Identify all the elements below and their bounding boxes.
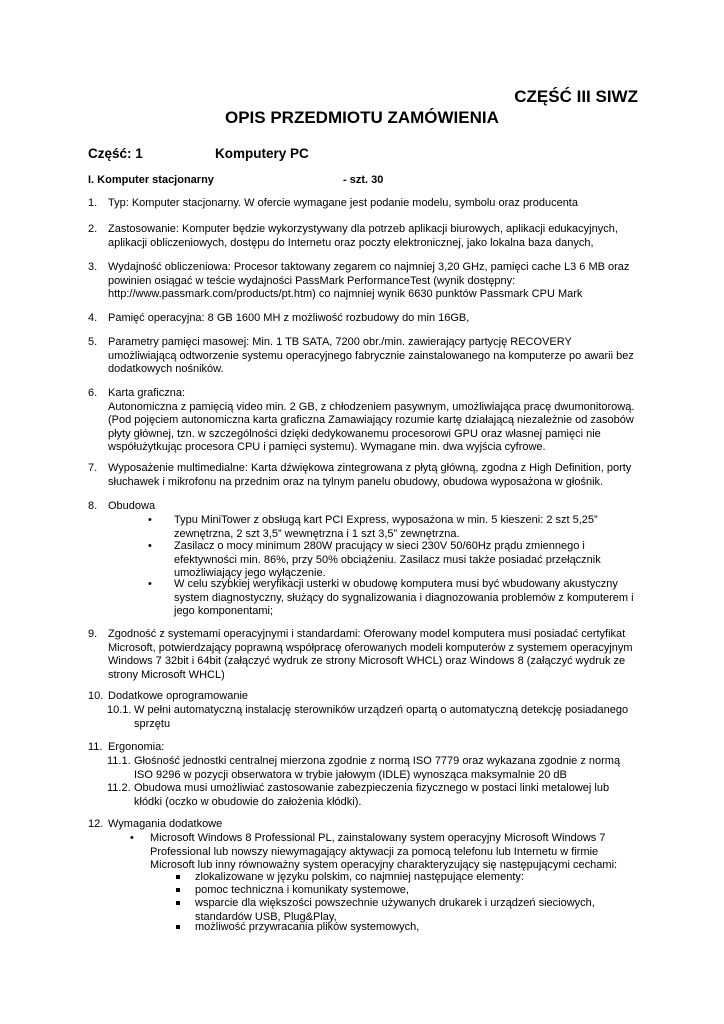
- subitem-number: 11.2.: [107, 782, 131, 794]
- bullet-text: Microsoft lub inny równoważny system operacyjny charakteryzujący się następującymi cechami:: [150, 859, 618, 871]
- bullet-item: [148, 578, 634, 619]
- list-item: [88, 500, 636, 514]
- item-text: dodatkowych nośników.: [108, 363, 224, 375]
- feature-item: [176, 897, 595, 924]
- list-item: [88, 741, 636, 755]
- feature-text: standardów USB, Plug&Play,: [195, 910, 337, 923]
- list-item: [88, 336, 636, 377]
- feature-item: [176, 921, 419, 935]
- feature-text: wsparcie dla większości powszechnie używanych drukarek i urządzeń sieciowych,: [195, 897, 595, 909]
- list-item: [88, 462, 636, 489]
- subitem: [107, 755, 620, 782]
- item-text: Parametry pamięci masowej: Min. 1 TB SATA, 7200 obr./min. zawierający partycję RECOVERY: [108, 336, 572, 348]
- item-text: Autonomiczna z pamięcią video min. 2 GB, z chłodzeniem pasywnym, umożliwiająca pracę dwumonitorową.: [108, 400, 635, 413]
- item-number: 8.: [88, 500, 98, 512]
- item-text: Wyposażenie multimedialne: Karta dźwiękowa zintegrowana z płytą główną, zgodna z High Definition, porty: [108, 462, 632, 474]
- item-text: Karta graficzna:: [108, 387, 186, 399]
- feature-text: zlokalizowane w języku polskim, co najmniej następujące elementy:: [195, 871, 524, 883]
- item-number: 2.: [88, 223, 98, 235]
- item-text: Wymagania dodatkowe: [108, 818, 223, 830]
- item-number: 5.: [88, 336, 98, 348]
- subitem-text: kłódki (oczko w obudowie do założenia kłódki).: [134, 795, 362, 808]
- square-bullet-icon: [176, 875, 180, 879]
- feature-item: [176, 871, 524, 885]
- item-text: Typ: Komputer stacjonarny. W ofercie wymagane jest podanie modelu, symbolu oraz producenta: [108, 197, 578, 209]
- item-text: Dodatkowe oprogramowanie: [108, 690, 249, 702]
- subitem-number: 10.1.: [107, 704, 132, 716]
- item-number: 7.: [88, 462, 98, 474]
- item-number: 9.: [88, 628, 98, 640]
- bullet-text: efektywności min. 86%, przy 50% obciążeniu. Zasilacz musi także posiadać przełącznik: [174, 553, 601, 566]
- square-bullet-icon: [176, 901, 180, 905]
- bullet-item: [130, 832, 617, 873]
- bullet-icon: •: [130, 832, 134, 844]
- item-text: strony Microsoft WHCL): [108, 668, 225, 681]
- list-item: [88, 818, 636, 832]
- part-name: Komputery PC: [215, 146, 309, 161]
- item-number: 1.: [88, 197, 98, 209]
- item-text: Ergonomia:: [108, 741, 165, 753]
- bullet-icon: •: [148, 578, 152, 590]
- item-text: (Pod pojęciem autonomiczna karta graficzna Zamawiający rozumie kartę działającą niezależnie od zasobów: [108, 414, 634, 426]
- bullet-text: Professional lub nowszy niewymagający aktywacji za pomocą telefonu lub Internetu w firmie: [150, 845, 599, 858]
- section-quantity: - szt. 30: [343, 174, 384, 186]
- list-item: [88, 261, 636, 302]
- bullet-text: jego komponentami;: [174, 605, 274, 617]
- item-text: Obudowa: [108, 500, 156, 512]
- bullet-icon: •: [148, 514, 152, 526]
- bullet-text: zewnętrzna, 2 szt 3,5” wewnętrzna i 1 szt 3,5” zewnętrzna.: [174, 527, 460, 540]
- item-number: 4.: [88, 312, 98, 324]
- bullet-text: Zasilacz o mocy minimum 280W pracujący w sieci 230V 50/60Hz prądu zmiennego i: [174, 540, 585, 552]
- subitem-text: Głośność jednostki centralnej mierzona zgodnie z normą ISO 7779 oraz wykazana zgodnie z normą: [134, 755, 621, 767]
- list-item: [88, 223, 636, 250]
- bullet-text: umożliwiający jego wyłączenie.: [174, 567, 326, 579]
- item-text: powinien osiągać w teście wydajności PassMark PerformanceTest (wynik dostępny:: [108, 274, 516, 287]
- document-title: OPIS PRZEDMIOTU ZAMÓWIENIA: [225, 108, 499, 127]
- section-label: I. Komputer stacjonarny: [88, 174, 214, 186]
- list-item: [88, 690, 636, 704]
- item-text: Zgodność z systemami operacyjnymi i standardami: Oferowany model komputera musi posiadać certyfikat: [108, 628, 626, 640]
- bullet-text: W celu szybkiej weryfikacji usterki w obudowę komputera musi być wbudowany akustyczny: [174, 578, 618, 590]
- item-text: Wydajność obliczeniowa: Procesor taktowany zegarem co najmniej 3,20 GHz, pamięci cache L3 6 MB oraz: [108, 261, 630, 273]
- item-number: 12.: [88, 818, 104, 830]
- bullet-icon: •: [148, 540, 152, 552]
- bullet-text: Microsoft Windows 8 Professional PL, zainstalowany system operacyjny Microsoft Windows 7: [150, 832, 606, 844]
- subitem: [107, 782, 609, 809]
- item-text: http://www.passmark.com/products/pt.htm) co najmniej wynik 6630 punktów Passmark CPU Mark: [108, 288, 583, 300]
- item-text: aplikacji obliczeniowych, dostępu do Internetu oraz poczty elektronicznej, jako lokalna baza danych,: [108, 236, 594, 249]
- feature-item: [176, 884, 409, 898]
- item-text: płyty głównej, tzn. w szczególności dzięki dedykowanemu procesorowi GPU oraz własnej pamięci nie: [108, 427, 601, 440]
- bullet-text: Typu MiniTower z obsługą kart PCI Express, wyposażona w min. 5 kieszeni: 2 szt 5,25”: [174, 514, 598, 526]
- bullet-item: [148, 540, 601, 581]
- square-bullet-icon: [176, 925, 180, 929]
- item-number: 11.: [88, 741, 103, 753]
- item-text: Microsoft, potwierdzający poprawną współpracę oferowanych modeli komputerów z systemem operacyjnym: [108, 641, 633, 654]
- list-item: [88, 628, 636, 682]
- item-number: 10.: [88, 690, 104, 702]
- list-item: [88, 197, 636, 211]
- subitem-text: Obudowa musi umożliwiać zastosowanie zabezpieczenia fizycznego w postaci linki metalowej lub: [134, 782, 610, 794]
- subitem-number: 11.1.: [107, 755, 131, 767]
- item-text: słuchawek i mikrofonu na przednim oraz na tylnym panelu obudowy, obudowa wyposażona w głośnik.: [108, 475, 604, 488]
- part-heading: CZĘŚĆ III SIWZ: [514, 87, 638, 106]
- list-item: [88, 312, 636, 326]
- feature-text: możliwość przywracania plików systemowych,: [195, 921, 420, 933]
- item-text: umożliwiającą odtworzenie systemu operacyjnego fabrycznie zainstalowanego na komputerze po awarii bez: [108, 349, 634, 362]
- square-bullet-icon: [176, 888, 180, 892]
- list-item: [88, 387, 636, 455]
- item-text: Windows 7 32bit i 64bit (załączyć wydruk ze strony Microsoft WHCL) oraz Windows 8 (załączyć wydruk ze: [108, 655, 626, 667]
- item-text: współużytkując procesora CPU i pamięci systemu). Wymagane min. dwa wyjścia cyfrowe.: [108, 441, 546, 453]
- item-number: 3.: [88, 261, 98, 273]
- bullet-item: [148, 514, 598, 541]
- subitem-text: sprzętu: [134, 717, 171, 730]
- item-text: Zastosowanie: Komputer będzie wykorzystywany dla potrzeb aplikacji biurowych, aplikacji edukacyjnych,: [108, 223, 618, 235]
- part-label: Część: 1: [88, 146, 143, 161]
- item-number: 6.: [88, 387, 98, 399]
- item-text: Pamięć operacyjna: 8 GB 1600 MH z możliwość rozbudowy do min 16GB,: [108, 312, 470, 324]
- feature-text: pomoc techniczna i komunikaty systemowe,: [195, 884, 409, 896]
- subitem-text: W pełni automatyczną instalację sterowników urządzeń opartą o automatyczną detekcję posiadanego: [134, 704, 629, 716]
- bullet-text: system diagnostyczny, służący do sygnalizowania i diagnozowania problemów z komputerem i: [174, 591, 634, 604]
- subitem: [107, 704, 628, 731]
- subitem-text: ISO 9296 w pozycji obserwatora w trybie jałowym (IDLE) wynosząca maksymalnie 20 dB: [134, 768, 567, 781]
